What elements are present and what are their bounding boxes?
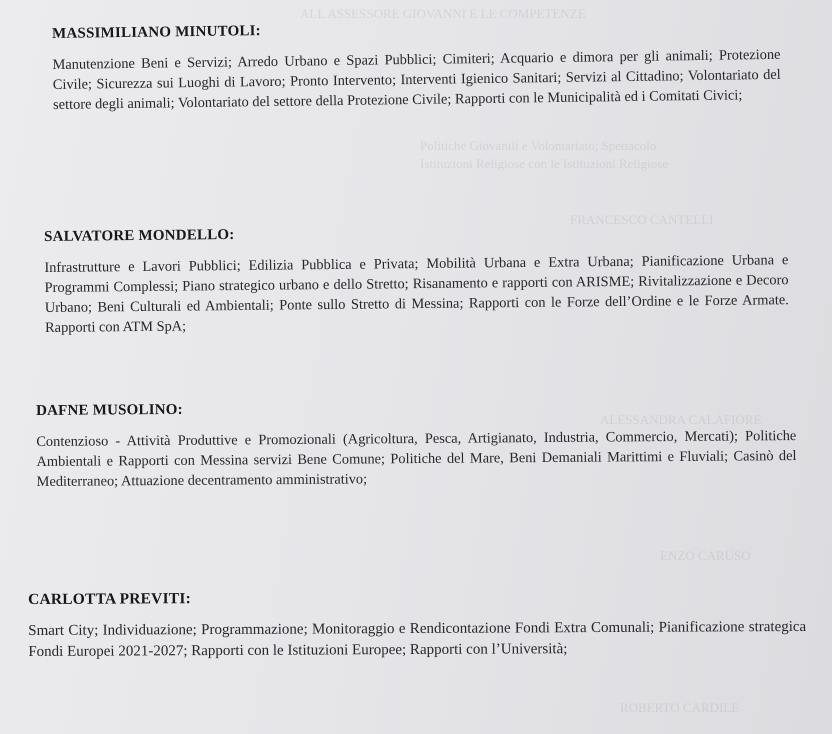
assessor-name: MASSIMILIANO MINUTOLI:: [52, 23, 261, 42]
assessor-competences: Contenzioso - Attività Produttive e Promozionali (Agricoltura, Pesca, Artigianato, Industria, Commercio, Mercati); Politiche Ambientali e Rapporti con Messina servizi Bene Comune; Politiche del Mare, Beni Demaniali Marittimi e Fluviali; Casinò del Mediterraneo; Attuazione decentramento amministrativo;: [36, 428, 797, 490]
bleed-through-text: Politiche Giovanili e Volontariato; Spettacolo: [420, 138, 657, 153]
section-salvatore-mondello: [44, 221, 789, 338]
bleed-through-text: ALESSANDRA CALAFIORE: [600, 412, 762, 427]
bleed-through-text: Istituzioni Religiose con le Istituzioni Religiose: [420, 156, 669, 171]
bleed-through-text: ROBERTO CARDILE: [620, 700, 740, 715]
assessor-competences: Smart City; Individuazione; Programmazione; Monitoraggio e Rendicontazione Fondi Extra Comunali; Pianificazione strategica Fondi Europei 2021-2027; Rapporti con le Istituzioni Europee; Rapporti con l’Università;: [28, 618, 807, 660]
section-carlotta-previti: [28, 587, 806, 663]
bleed-through-text: ALL ASSESSORE GIOVANNI E LE COMPETENZE: [300, 6, 586, 21]
assessor-name: SALVATORE MONDELLO:: [44, 227, 235, 245]
assessor-competences: Infrastrutture e Lavori Pubblici; Edilizia Pubblica e Privata; Mobilità Urbana e Extra Urbana; Pianificazione Urbana e Programmi Complessi; Piano strategico urbano e dello Stretto; Risanamento e rapporti con ARISME; Rivitalizzazione e Decoro Urbano; Beni Culturali ed Ambientali; Ponte sullo Stretto di Messina; Rapporti con le Forze dell’Ordine e le Forze Armate. Rapporti con ATM SpA;: [44, 252, 789, 336]
assessor-competences: Manutenzione Beni e Servizi; Arredo Urbano e Spazi Pubblici; Cimiteri; Acquario e dimora per gli animali; Protezione Civile; Sicurezza sui Luoghi di Lavoro; Pronto Intervento; Interventi Igienico Sanitari; Servizi al Cittadino; Volontariato del settore degli animali; Volontariato del settore della Protezione Civile; Rapporti con le Municipalità ed i Comitati Civici;: [52, 46, 781, 113]
section-dafne-musolino: [36, 397, 797, 492]
assessor-name: DAFNE MUSOLINO:: [36, 401, 183, 419]
section-massimiliano-minutoli: [52, 16, 781, 115]
bleed-through-text: FRANCESCO CANTELLI: [570, 212, 714, 227]
bleed-through-text: ENZO CARUSO: [660, 548, 751, 563]
assessor-name: CARLOTTA PREVITI:: [28, 590, 191, 608]
